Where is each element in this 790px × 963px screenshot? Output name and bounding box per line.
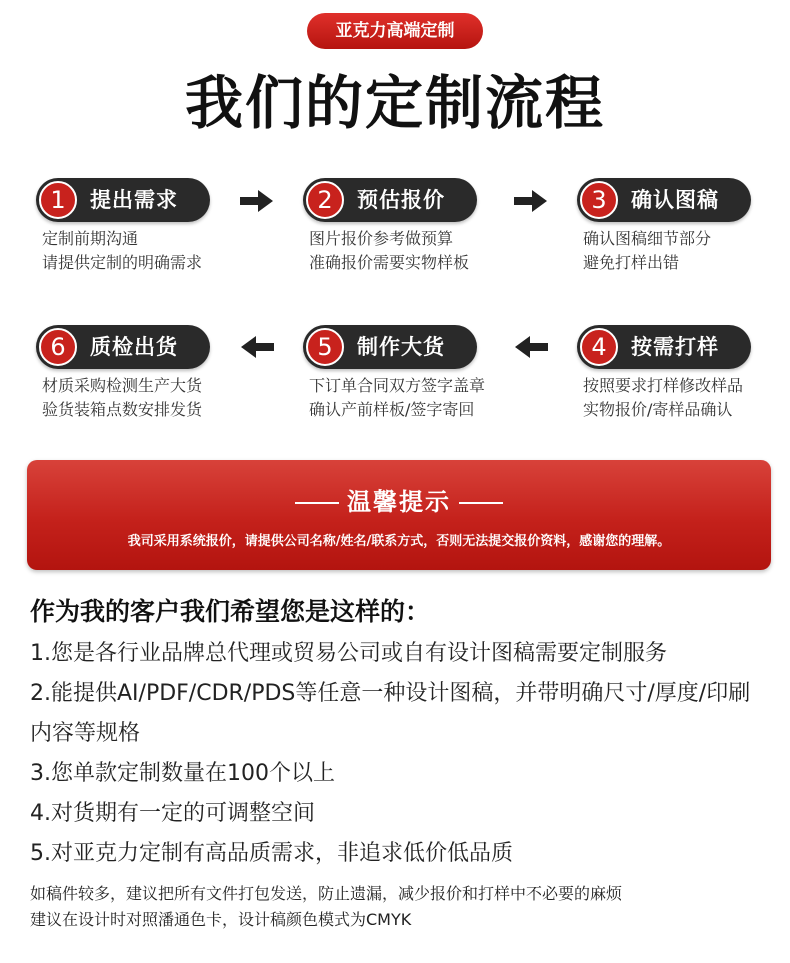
step-pill (36, 178, 210, 222)
step-description-line: 按照要求打样修改样品 (583, 376, 744, 395)
footnote-line: 如稿件较多，建议把所有文件打包发送，防止遗漏，减少报价和打样中不必要的麻烦 (30, 884, 623, 903)
process-step-3 (577, 178, 790, 275)
step-description-line: 下订单合同双方签字盖章 (309, 376, 486, 395)
step-description-line: 准确报价需要实物样板 (309, 253, 470, 272)
arrow-right-icon (240, 189, 274, 213)
step-description (577, 227, 790, 275)
step-description-line: 图片报价参考做预算 (309, 229, 454, 248)
step-pill (303, 178, 477, 222)
step-pill (303, 325, 477, 369)
step-description-line: 验货装箱点数安排发货 (42, 400, 203, 419)
step-description (36, 374, 276, 422)
step-pill (36, 325, 210, 369)
step-description-line: 确认图稿细节部分 (583, 229, 712, 248)
step-description-line: 定制前期沟通 (42, 229, 139, 248)
step-label: 按需打样 (631, 335, 719, 359)
step-number: 1 (39, 181, 77, 219)
footnote-line: 建议在设计时对照潘通色卡，设计稿颜色模式为CMYK (30, 910, 412, 929)
step-label: 质检出货 (90, 335, 178, 359)
step-label: 确认图稿 (631, 188, 719, 212)
list-item: 1.您是各行业品牌总代理或贸易公司或自有设计图稿需要定制服务 (30, 641, 667, 666)
expectations-list (30, 634, 770, 874)
step-number: 6 (39, 328, 77, 366)
process-step-5 (303, 325, 543, 422)
divider (295, 502, 339, 504)
step-number: 2 (306, 181, 344, 219)
list-item: 4.对货期有一定的可调整空间 (30, 801, 315, 826)
notice-text: 我司采用系统报价，请提供公司名称/姓名/联系方式，否则无法提交报价资料，感谢您的理解。 (127, 534, 671, 549)
step-description-line: 确认产前样板/签字寄回 (309, 400, 475, 419)
step-description-line: 避免打样出错 (583, 253, 680, 272)
page-title: 我们的定制流程 (184, 69, 605, 137)
expectations-heading: 作为我的客户我们希望您是这样的： (30, 597, 431, 626)
step-description (303, 374, 543, 422)
list-item: 3.您单款定制数量在100个以上 (30, 761, 335, 786)
step-number: 5 (306, 328, 344, 366)
step-description (303, 227, 543, 275)
list-item: 5.对亚克力定制有高品质需求，非追求低价低品质 (30, 841, 513, 866)
divider (459, 502, 503, 504)
step-number: 4 (580, 328, 618, 366)
step-description-line: 材质采购检测生产大货 (42, 376, 203, 395)
step-label: 提出需求 (90, 188, 178, 212)
step-description (577, 374, 790, 422)
step-pill (577, 178, 751, 222)
arrow-left-icon (514, 335, 548, 359)
step-label: 预估报价 (357, 188, 445, 212)
step-description (36, 227, 276, 275)
step-pill (577, 325, 751, 369)
arrow-right-icon (514, 189, 548, 213)
footnote (30, 881, 780, 933)
step-description-line: 实物报价/寄样品确认 (583, 400, 733, 419)
step-label: 制作大货 (357, 335, 445, 359)
notice-banner (27, 460, 771, 570)
arrow-left-icon (240, 335, 274, 359)
header-badge: 亚克力高端定制 (307, 13, 483, 49)
notice-title-text: 温馨提示 (347, 488, 451, 516)
step-description-line: 请提供定制的明确需求 (42, 253, 203, 272)
process-step-2 (303, 178, 543, 275)
list-item: 2.能提供AI/PDF/CDR/PDS等任意一种设计图稿，并带明确尺寸/厚度/印刷内容等规格 (30, 681, 751, 746)
notice-title (27, 482, 771, 517)
process-step-4 (577, 325, 790, 422)
step-number: 3 (580, 181, 618, 219)
